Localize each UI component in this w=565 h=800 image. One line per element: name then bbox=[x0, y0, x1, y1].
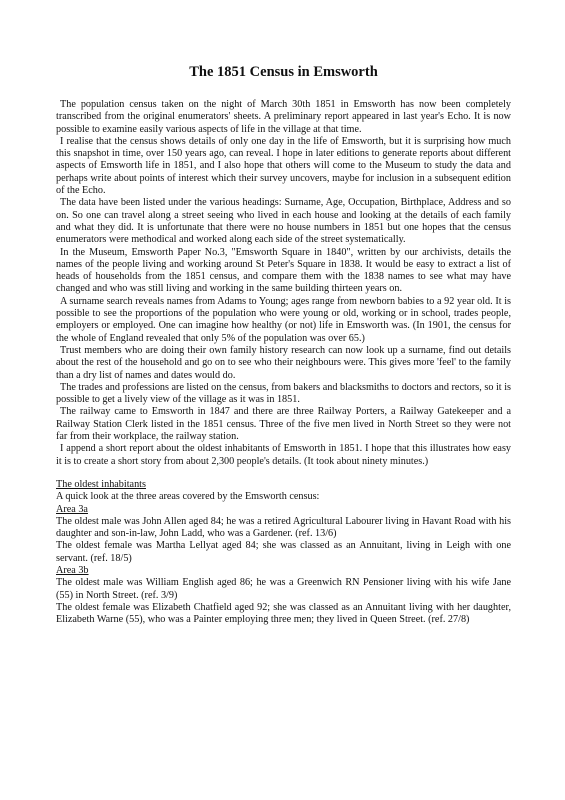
area-oldest-female: The oldest female was Elizabeth Chatfield aged 92; she was classed as an Annuitant living with her daughter, Elizabeth Warne (55), who was a Painter employing three men; they lived in Queen Street. (ref. 27/8) bbox=[56, 601, 511, 626]
document-page bbox=[56, 64, 511, 626]
area-heading: Area 3b bbox=[56, 564, 89, 576]
area-oldest-male: The oldest male was William English aged 86; he was a Greenwich RN Pensioner living with his wife Jane (55) in North Street. (ref. 3/9) bbox=[56, 577, 511, 601]
paragraph-railway: The railway came to Emsworth in 1847 and there are three Railway Porters, a Railway Gatekeeper and a Railway Station Clerk listed in the 1851 census. Three of the five men lived in North Street so they were not far from their workplace, the railway station. bbox=[56, 406, 511, 443]
area-oldest-female: The oldest female was Martha Lellyat aged 84; she was classed as an Annuitant, living in Leigh with one servant. (ref. 18/5) bbox=[56, 540, 511, 564]
document-title: The 1851 Census in Emsworth bbox=[189, 64, 378, 80]
paragraph-intro: The population census taken on the night of March 30th 1851 in Emsworth has now been completely transcribed from the original enumerators' sheets. A preliminary report appeared in last year's Echo. It is now possible to examine easily various aspects of life in the village at that time. bbox=[56, 99, 511, 135]
paragraph-trades: The trades and professions are listed on the census, from bakers and blacksmiths to doctors and rectors, so it is possible to get a lively view of the village as it was in 1851. bbox=[56, 381, 511, 406]
paragraph-data-headings: The data have been listed under the various headings: Surname, Age, Occupation, Birthplace, Address and so on. So one can travel along a street seeing who lived in each house and looking at the details of each family and what they did. It is unfortunate that there were no house numbers in 1851 but one hopes that the census enumerators were methodical and worked along each side of the street systematically. bbox=[56, 197, 511, 246]
paragraph-family-history: Trust members who are doing their own family history research can now look up a surname, find out details about the rest of the household and go on to see who their neighbours were. This gives more 'feel' to the family than a dry list of names and dates would do. bbox=[56, 344, 511, 381]
paragraph-museum-paper: In the Museum, Emsworth Paper No.3, "Emsworth Square in 1840", written by our archivists, details the names of the people living and working around St Peter's Square in 1838. It would be easy to extract a list of heads of households from the 1851 census, and compare them with the 1838 names to see what may have changed and who was still living and working in the same building thirteen years on. bbox=[56, 246, 511, 295]
section-gap bbox=[56, 468, 511, 479]
paragraph-surname-search: A surname search reveals names from Adams to Young; ages range from newborn babies to a 92 year old. It is possible to see the proportions of the population who were young or old, working or in school, trades people, employers or employed. One can imagine how healthy (or not) life in Emsworth was. (In 1901, the census for the whole of England revealed that only 5% of the population was over 65.) bbox=[56, 295, 511, 344]
area-oldest-male: The oldest male was John Allen aged 84; he was a retired Agricultural Labourer living in Havant Road with his daughter and son-in-law, John Ladd, who was a Gardener. (ref. 13/6) bbox=[56, 515, 511, 540]
section-intro: A quick look at the three areas covered by the Emsworth census: bbox=[56, 491, 320, 503]
paragraph-append: I append a short report about the oldest inhabitants of Emsworth in 1851. I hope that this illustrates how easy it is to create a short story from about 2,300 people's details. (It took about ninety minutes.) bbox=[56, 443, 511, 467]
section-heading: The oldest inhabitants bbox=[56, 478, 146, 490]
area-heading: Area 3a bbox=[56, 503, 88, 515]
paragraph-snapshot: I realise that the census shows details of only one day in the life of Emsworth, but it is surprising how much this snapshot in time, over 150 years ago, can reveal. I hope in later editions to generate reports about different aspects of Emsworth life in 1851, and I also hope that others will come to the Museum to study the data and perhaps write about points of interest which their survey uncovers, maybe for inclusion in a subsequent edition of the Echo. bbox=[56, 135, 511, 197]
